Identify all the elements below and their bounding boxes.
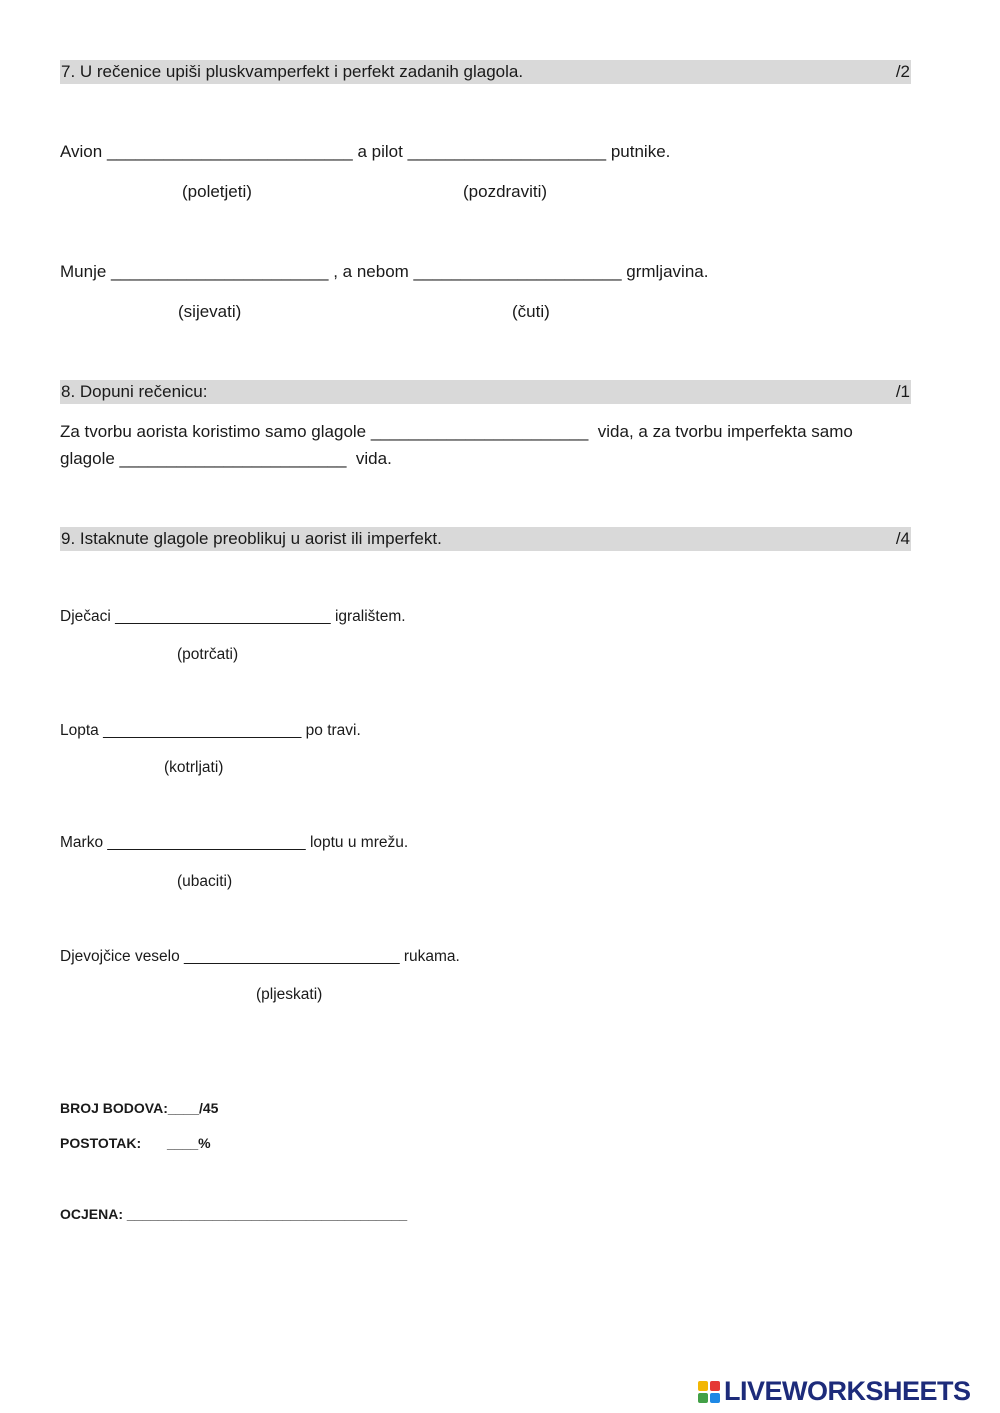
task9-title: 9. Istaknute glagole preoblikuj u aorist ili imperfekt. <box>61 529 442 548</box>
task9-hint-kotrljati: (kotrljati) <box>164 759 224 776</box>
task9-hint-potrcati: (potrčati) <box>177 646 239 663</box>
task7-hint-cuti: (čuti) <box>512 302 550 321</box>
score-percent-label: POSTOTAK: <box>60 1135 142 1151</box>
task7-hint-pozdraviti: (pozdraviti) <box>463 182 548 201</box>
logo-wordmark: LIVEWORKSHEETS <box>724 1376 971 1406</box>
score-points: BROJ BODOVA:____/45 <box>60 1100 219 1116</box>
task8-line2[interactable]: glagole ________________________ vida. <box>60 449 392 468</box>
task8-line1[interactable]: Za tvorbu aorista koristimo samo glagole _______________________ vida, a za tvorbu imperfekta samo <box>60 422 853 441</box>
task7-hint-poletjeti: (poletjeti) <box>182 182 252 201</box>
task9-hint-ubaciti: (ubaciti) <box>177 873 233 890</box>
task7-sentence1[interactable]: Avion __________________________ a pilot _____________________ putnike. <box>60 142 671 161</box>
task9-header <box>60 527 911 551</box>
task9-points: /4 <box>895 529 910 548</box>
task7-sentence2[interactable]: Munje _______________________ , a nebom ______________________ grmljavina. <box>60 262 709 281</box>
grade-line: OCJENA: ____________________________________ <box>60 1206 408 1222</box>
task8-title: 8. Dopuni rečenicu: <box>61 382 208 401</box>
task7-points: /2 <box>895 62 910 81</box>
score-percent-value: ____% <box>167 1135 211 1151</box>
task7-title: 7. U rečenice upiši pluskvamperfekt i perfekt zadanih glagola. <box>61 62 524 81</box>
task9-hint-pljeskati: (pljeskati) <box>256 986 323 1003</box>
task7-hint-sijevati: (sijevati) <box>178 302 242 321</box>
task9-sentence4[interactable]: Djevojčice veselo _________________________ rukama. <box>60 948 460 965</box>
task8-points: /1 <box>895 382 910 401</box>
task9-sentence3[interactable]: Marko _______________________ loptu u mrežu. <box>60 834 409 851</box>
task8-header <box>60 380 911 404</box>
task9-sentence2[interactable]: Lopta _______________________ po travi. <box>60 722 361 739</box>
task7-header <box>60 60 911 84</box>
task9-sentence1[interactable]: Dječaci _________________________ igralištem. <box>60 608 406 625</box>
logo-mark-icon <box>698 1381 720 1403</box>
